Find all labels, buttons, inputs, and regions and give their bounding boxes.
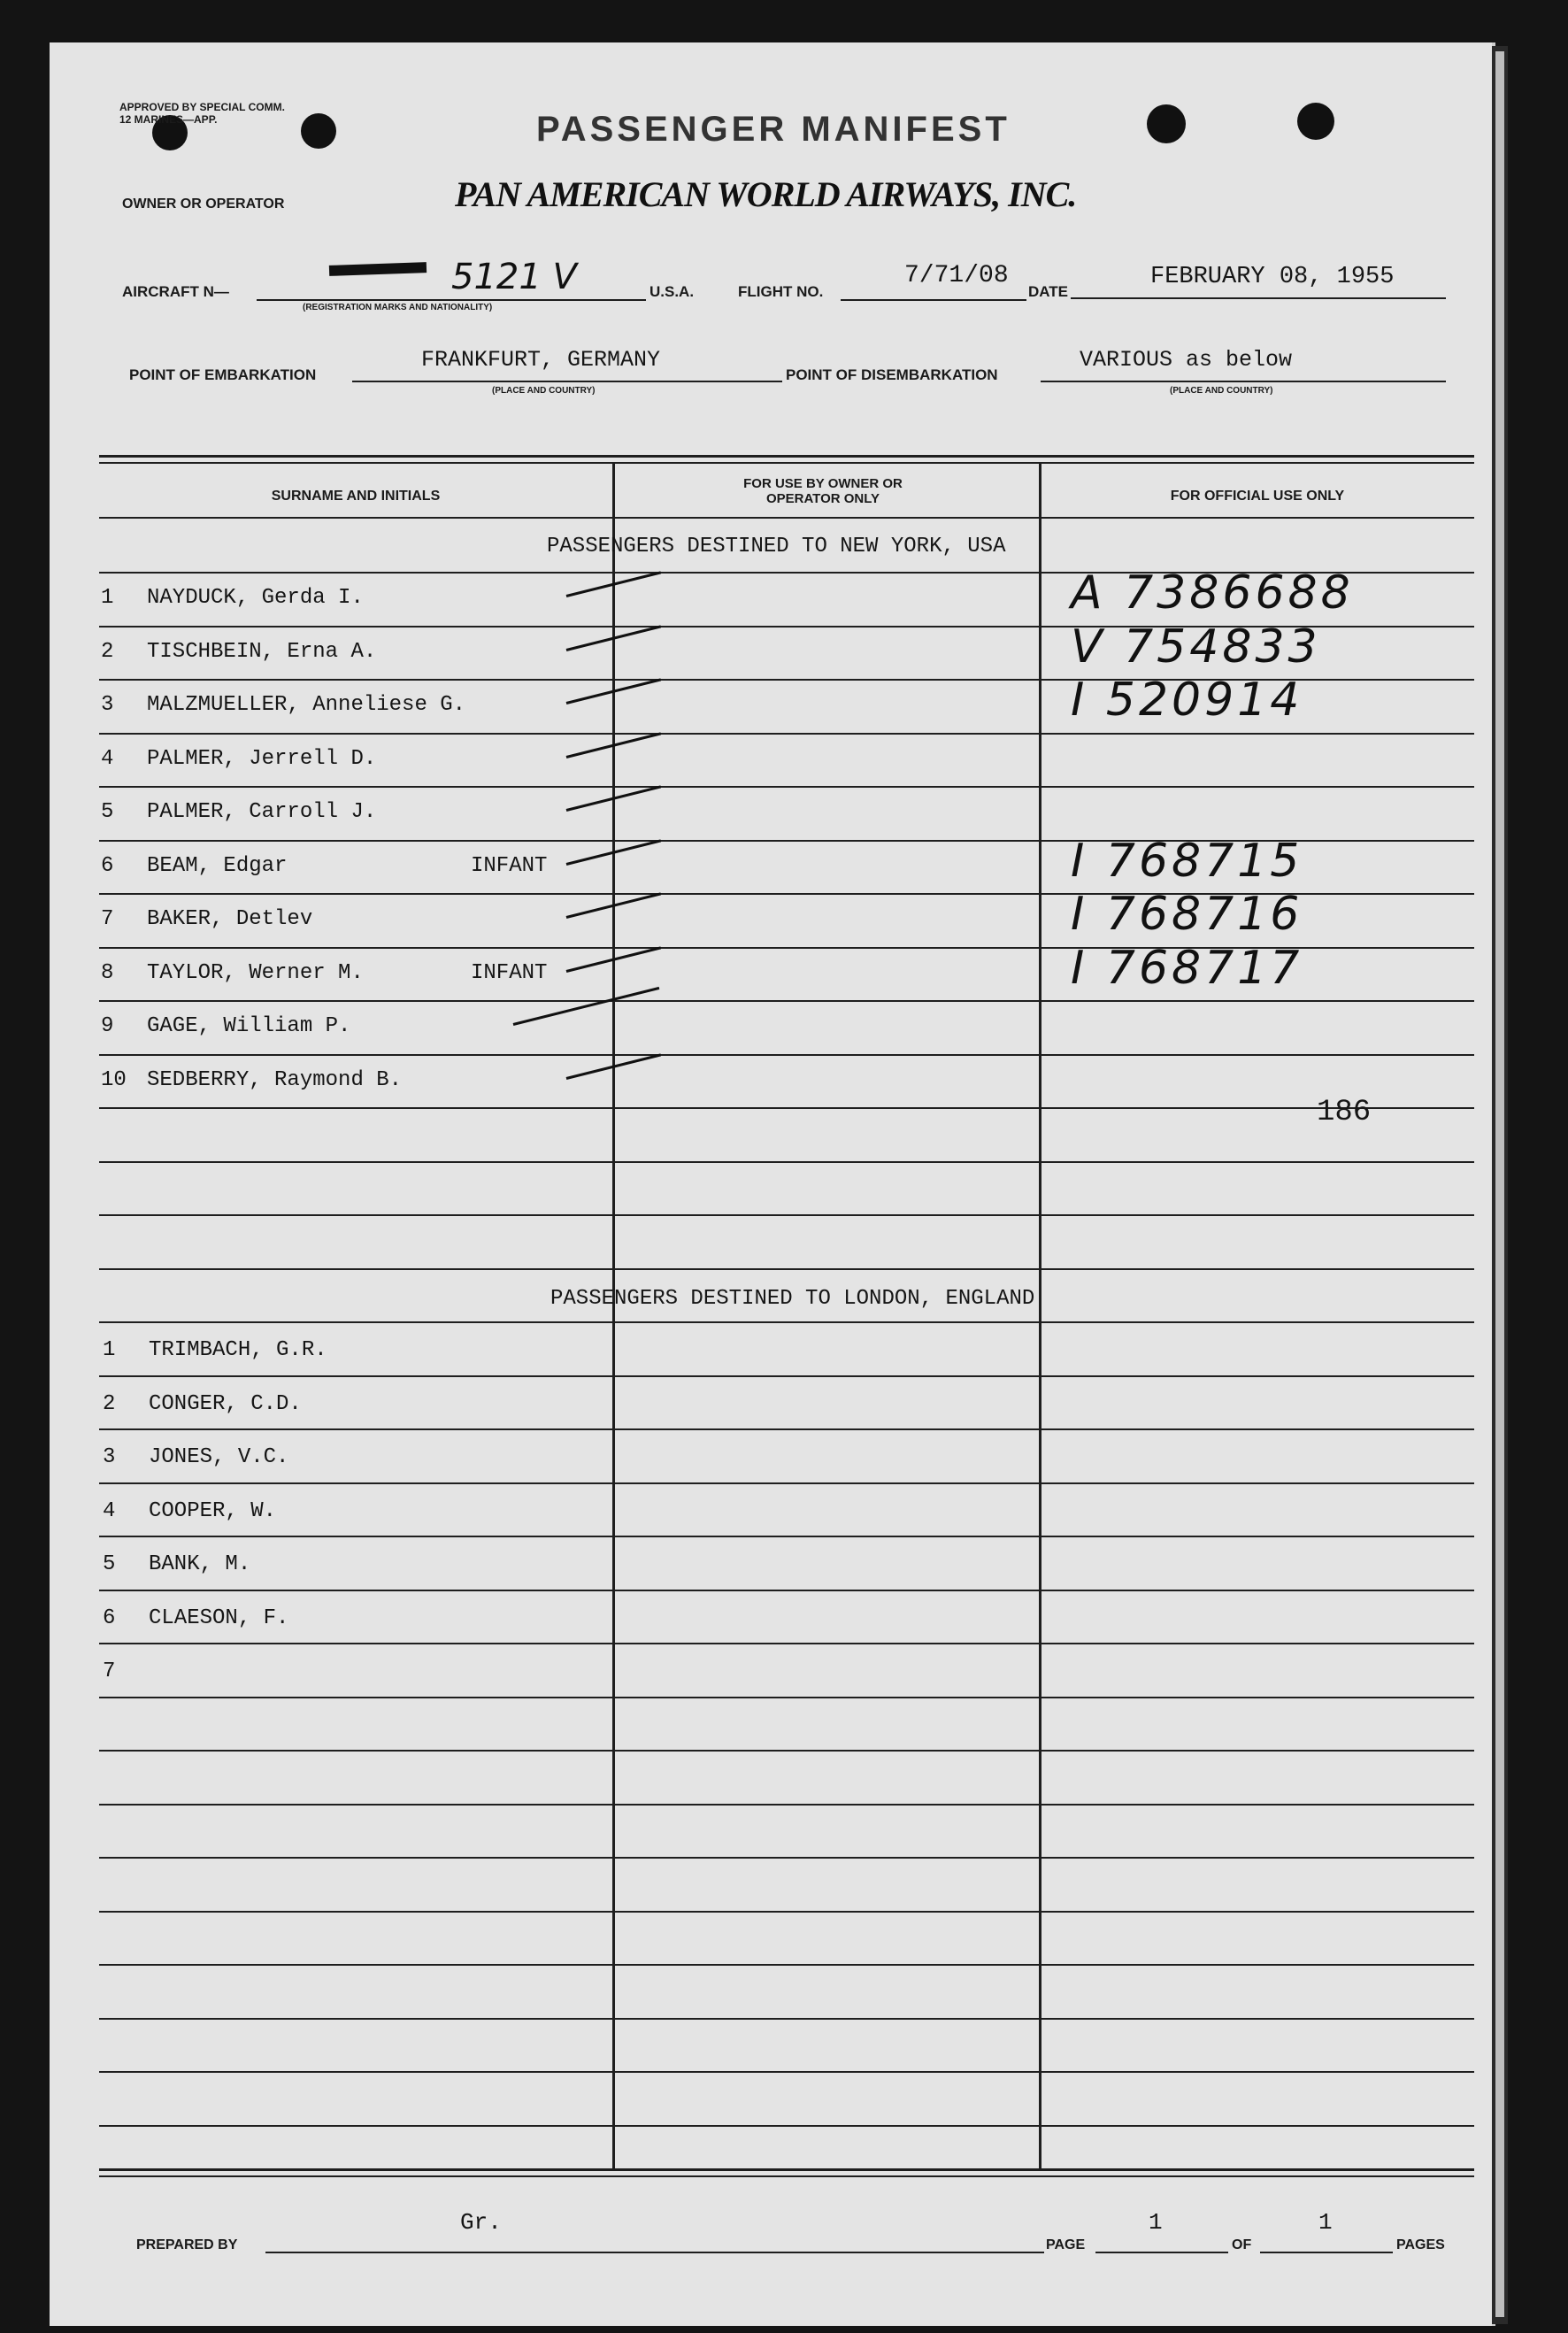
row-rule: [99, 2071, 1474, 2073]
table-top-rule: [99, 455, 1474, 458]
passenger-number: 1: [103, 1338, 116, 1362]
passenger-name: JONES, V.C.: [149, 1445, 289, 1469]
official-alien-number: V 754833: [1071, 620, 1321, 674]
passenger-number: 2: [101, 640, 114, 664]
owner-label: OWNER OR OPERATOR: [122, 196, 285, 212]
passenger-number: 3: [103, 1445, 116, 1469]
official-alien-number: I 768717: [1071, 942, 1303, 995]
aircraft-underline: [257, 299, 646, 301]
punch-hole: [301, 113, 336, 149]
row-rule: [99, 1804, 1474, 1806]
disembarkation-caption: (PLACE AND COUNTRY): [1170, 386, 1273, 396]
row-rule: [99, 1321, 1474, 1323]
passenger-name: MALZMUELLER, Anneliese G.: [147, 693, 466, 717]
column-header-surname: SURNAME AND INITIALS: [271, 489, 441, 504]
flight-label: FLIGHT NO.: [738, 283, 824, 300]
row-rule: [99, 1964, 1474, 1966]
official-alien-number: I 768715: [1071, 835, 1303, 888]
row-rule: [99, 2018, 1474, 2020]
row-rule: [99, 1428, 1474, 1430]
passenger-name: GAGE, William P.: [147, 1014, 351, 1038]
flight-number: 7/71/08: [904, 262, 1009, 289]
row-rule: [99, 1482, 1474, 1484]
row-rule: [99, 1643, 1474, 1644]
column-header-owner: FOR USE BY OWNER OR OPERATOR ONLY: [743, 476, 903, 506]
row-rule: [99, 1536, 1474, 1537]
row-rule: [99, 1697, 1474, 1698]
passenger-number: 5: [101, 800, 114, 824]
row-rule: [99, 1214, 1474, 1216]
column-header-official: FOR OFFICIAL USE ONLY: [1170, 489, 1345, 504]
passenger-name: BEAM, Edgar: [147, 854, 288, 878]
official-alien-number: A 7386688: [1071, 566, 1354, 620]
disembarkation-label: POINT OF DISEMBARKATION: [786, 366, 998, 383]
passenger-note: INFANT: [471, 854, 548, 878]
page-underline: [1095, 2252, 1228, 2253]
flight-underline: [841, 299, 1026, 301]
embarkation-caption: (PLACE AND COUNTRY): [492, 386, 596, 396]
passenger-number: 8: [101, 961, 114, 985]
aircraft-label: AIRCRAFT N—: [122, 283, 229, 300]
row-rule: [99, 1750, 1474, 1752]
row-rule: [99, 2125, 1474, 2127]
row-rule: [99, 1590, 1474, 1591]
passenger-name: PALMER, Carroll J.: [147, 800, 377, 824]
passenger-note: INFANT: [471, 961, 548, 985]
passenger-number: 7: [101, 907, 114, 931]
passenger-number: 4: [103, 1499, 116, 1523]
section-heading-london: PASSENGERS DESTINED TO LONDON, ENGLAND: [550, 1287, 1035, 1311]
column-divider-1: [612, 464, 615, 2170]
column-divider-2: [1039, 464, 1041, 2170]
row-rule: [99, 1268, 1474, 1270]
row-rule: [99, 786, 1474, 788]
passenger-number: 6: [101, 854, 114, 878]
disembarkation-value: VARIOUS as below: [1080, 347, 1293, 373]
of-value: 1: [1318, 2209, 1333, 2236]
row-rule: [99, 1857, 1474, 1859]
page-title: PASSENGER MANIFEST: [536, 110, 1011, 149]
manifest-sheet: [50, 42, 1495, 2326]
date-underline: [1071, 297, 1446, 299]
airline-name: PAN AMERICAN WORLD AIRWAYS, INC.: [455, 174, 1077, 214]
embarkation-label: POINT OF EMBARKATION: [129, 366, 317, 383]
date-label: DATE: [1028, 283, 1069, 300]
prepared-by-value: Gr.: [460, 2209, 502, 2236]
passenger-name: CLAESON, F.: [149, 1606, 289, 1630]
official-mark-186: 186: [1317, 1096, 1372, 1129]
row-rule: [99, 1000, 1474, 1002]
passenger-name: TAYLOR, Werner M.: [147, 961, 364, 985]
embarkation-underline: [352, 381, 782, 382]
passenger-name: TRIMBACH, G.R.: [149, 1338, 327, 1362]
disembarkation-underline: [1041, 381, 1446, 382]
date-value: FEBRUARY 08, 1955: [1150, 264, 1395, 290]
passenger-number: 6: [103, 1606, 116, 1630]
row-rule: [99, 1375, 1474, 1377]
row-rule: [99, 733, 1474, 735]
passenger-number: 5: [103, 1552, 116, 1576]
of-label: OF: [1232, 2237, 1252, 2252]
sheet-edge-highlight: [1495, 51, 1504, 2317]
passenger-number: 1: [101, 586, 114, 610]
official-alien-number: I 520914: [1071, 674, 1303, 727]
prepared-by-label: PREPARED BY: [136, 2237, 238, 2252]
embarkation-value: FRANKFURT, GERMANY: [421, 347, 661, 373]
table-bottom-rule-2: [99, 2175, 1474, 2177]
punch-hole: [1297, 103, 1334, 140]
aircraft-number: 5121 V: [451, 257, 577, 297]
page-label: PAGE: [1046, 2237, 1086, 2252]
passenger-number: 4: [101, 747, 114, 771]
row-rule: [99, 1161, 1474, 1163]
table-bottom-rule: [99, 2168, 1474, 2171]
official-alien-number: I 768716: [1071, 888, 1303, 941]
passenger-name: CONGER, C.D.: [149, 1392, 302, 1416]
row-rule: [99, 1054, 1474, 1056]
approval-stamp: APPROVED BY SPECIAL COMM. 12 MARINES—APP.: [119, 101, 285, 126]
passenger-name: SEDBERRY, Raymond B.: [147, 1068, 403, 1092]
of-underline: [1260, 2252, 1393, 2253]
page-value: 1: [1149, 2209, 1163, 2236]
passenger-number: 3: [101, 693, 114, 717]
passenger-name: PALMER, Jerrell D.: [147, 747, 377, 771]
punch-hole: [1147, 104, 1186, 143]
pages-label: PAGES: [1396, 2237, 1445, 2252]
passenger-name: NAYDUCK, Gerda I.: [147, 586, 364, 610]
passenger-name: COOPER, W.: [149, 1499, 277, 1523]
passenger-number: 9: [101, 1014, 114, 1038]
table-top-rule-2: [99, 462, 1474, 464]
passenger-number: 10: [101, 1068, 127, 1092]
passenger-name: TISCHBEIN, Erna A.: [147, 640, 377, 664]
row-rule: [99, 1911, 1474, 1913]
passenger-number: 2: [103, 1392, 116, 1416]
passenger-name: BAKER, Detlev: [147, 907, 313, 931]
row-rule: [99, 1107, 1474, 1109]
header-row-rule: [99, 517, 1474, 519]
prepared-by-underline: [265, 2252, 1044, 2253]
registration-caption: (REGISTRATION MARKS AND NATIONALITY): [303, 303, 493, 312]
usa-label: U.S.A.: [649, 283, 695, 300]
passenger-number: 7: [103, 1659, 116, 1683]
section-heading-new-york: PASSENGERS DESTINED TO NEW YORK, USA: [547, 535, 1006, 558]
passenger-name: BANK, M.: [149, 1552, 251, 1576]
